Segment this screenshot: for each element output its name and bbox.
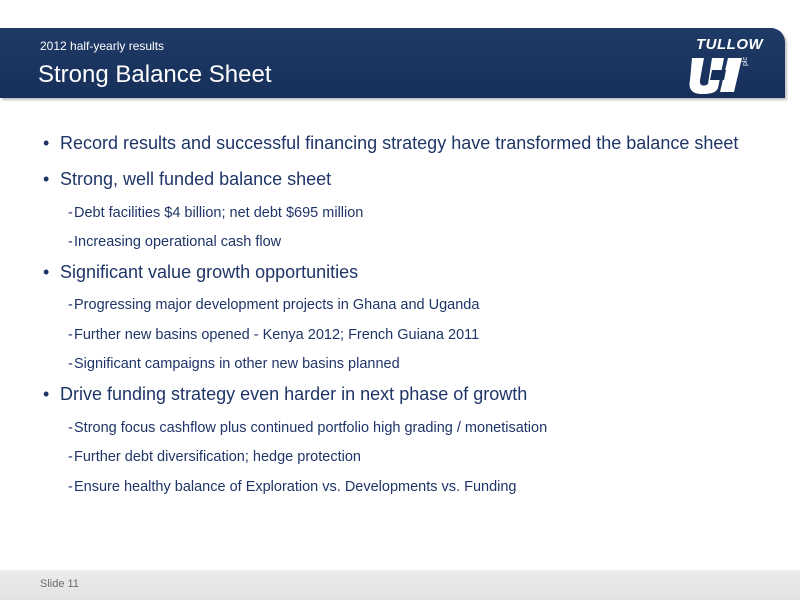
sub-bullet-item xyxy=(68,297,479,313)
dash-icon: - xyxy=(68,420,73,436)
dash-icon: - xyxy=(68,234,73,250)
sub-bullet-text: Significant campaigns in other new basins planned xyxy=(74,356,400,372)
bullet-text: Record results and successful financing strategy have transformed the balance sheet xyxy=(60,133,739,153)
slide-number: Slide 11 xyxy=(40,578,79,590)
slide-title: Strong Balance Sheet xyxy=(38,61,272,88)
dash-icon: - xyxy=(68,479,73,495)
sub-bullet-item xyxy=(68,420,547,436)
sub-bullet-text: Increasing operational cash flow xyxy=(74,234,282,250)
header-subtitle: 2012 half-yearly results xyxy=(40,39,165,53)
dash-icon: - xyxy=(68,356,73,372)
logo-wordmark: TULLOW xyxy=(696,36,764,53)
sub-bullet-item xyxy=(68,327,479,343)
sub-bullet-text: Progressing major development projects in Ghana and Uganda xyxy=(74,297,480,313)
sub-bullet-item xyxy=(68,356,400,372)
sub-bullet-item xyxy=(68,205,363,221)
bullet-dot-icon: • xyxy=(43,133,50,153)
bullet-text: Significant value growth opportunities xyxy=(60,262,359,282)
bullet-item xyxy=(43,384,527,405)
bullet-text: Drive funding strategy even harder in next phase of growth xyxy=(60,384,528,404)
logo-plc: plc xyxy=(742,57,749,66)
dash-icon: - xyxy=(68,205,73,221)
sub-bullet-text: Ensure healthy balance of Exploration vs. Developments vs. Funding xyxy=(74,479,517,495)
bullet-dot-icon: • xyxy=(43,262,50,282)
sub-bullet-text: Further new basins opened - Kenya 2012; French Guiana 2011 xyxy=(74,327,480,343)
bullet-item xyxy=(43,262,358,283)
sub-bullet-item xyxy=(68,449,361,465)
sub-bullet-item xyxy=(68,234,281,250)
bullet-dot-icon: • xyxy=(43,384,50,404)
slide-footer xyxy=(0,570,800,600)
bullet-text: Strong, well funded balance sheet xyxy=(60,169,332,189)
dash-icon: - xyxy=(68,327,73,343)
sub-bullet-item xyxy=(68,479,517,495)
dash-icon: - xyxy=(68,297,73,313)
dash-icon: - xyxy=(68,449,73,465)
bullet-dot-icon: • xyxy=(43,169,50,189)
bullet-item xyxy=(43,133,738,154)
sub-bullet-text: Further debt diversification; hedge protection xyxy=(74,449,361,465)
sub-bullet-text: Strong focus cashflow plus continued portfolio high grading / monetisation xyxy=(74,420,548,436)
sub-bullet-text: Debt facilities $4 billion; net debt $695 million xyxy=(74,205,364,221)
bullet-item xyxy=(43,169,331,190)
